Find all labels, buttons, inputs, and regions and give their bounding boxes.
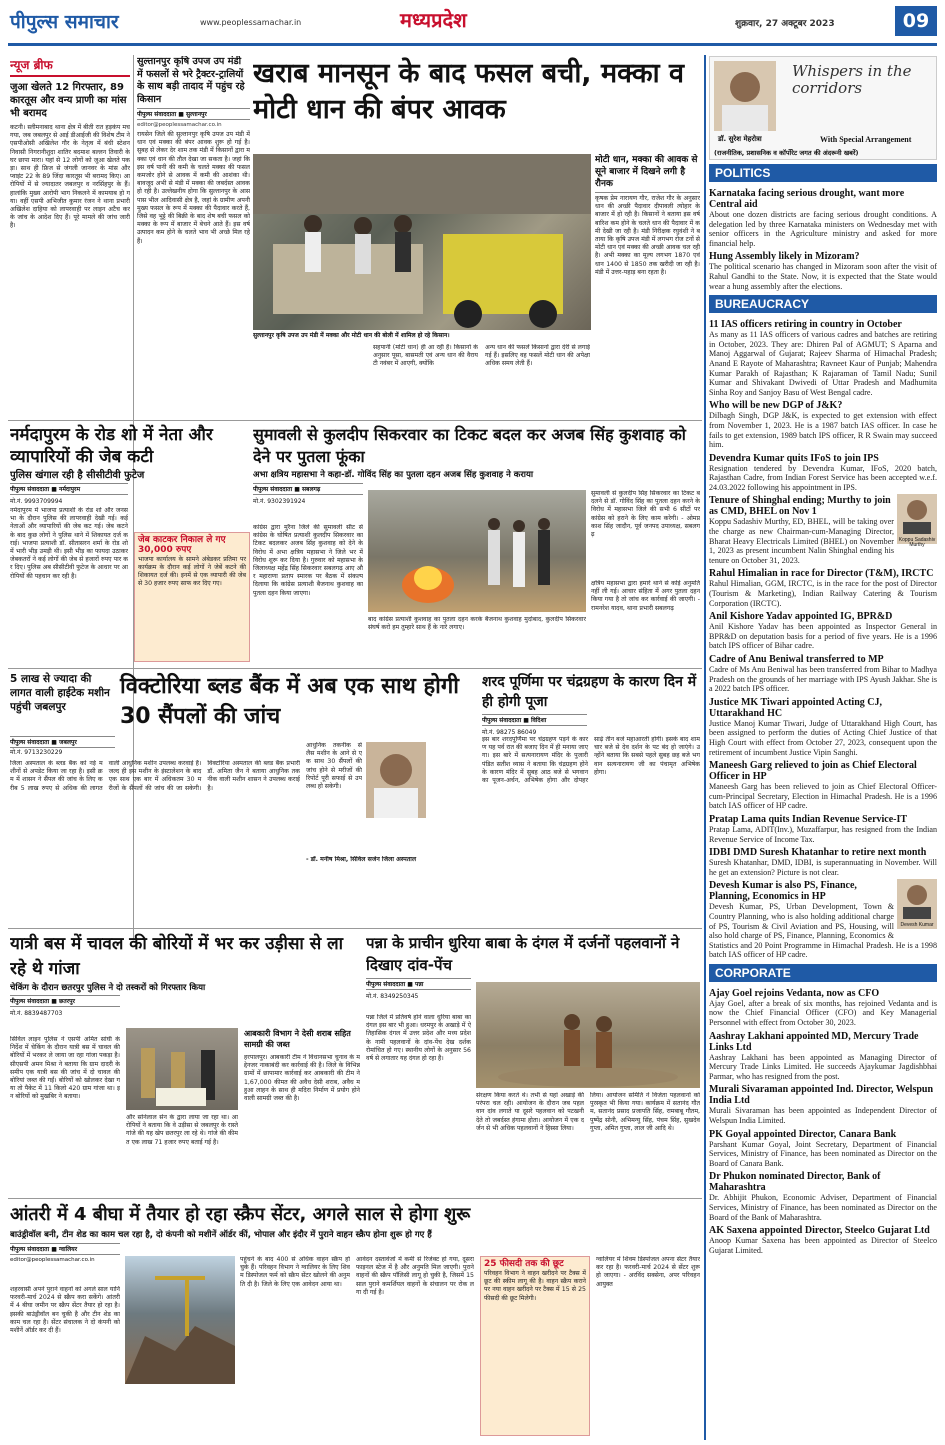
whisper-item	[709, 1168, 937, 1222]
whisper-item	[709, 1222, 937, 1255]
whisper-body: Ajay Goel, after a break of six months, has rejoined Vedanta and is now the Chief Financial Officer (CFO) and Key Managerial Personnel with effect from October 30, 2023.	[709, 998, 937, 1028]
bus-col2: और सोनेलाल सेन के द्वारा लाया जा रहा था। आरोपियों ने बताया कि वे उड़ीसा से जबलपुर के रास्ते गांजे की यह खेप छतरपुर ला रहे थे। गांजे की कीमत एक लाख 71 हजार रुपए बताई गई है।	[126, 1114, 238, 1146]
whisper-headline: Who will be new DGP of J&K?	[709, 400, 843, 412]
website[interactable]: www.peoplessamachar.in	[200, 18, 302, 27]
scrap-story	[10, 1202, 700, 1440]
panna-story	[366, 932, 700, 1232]
whisper-headline: Dr Phukon nominated Director, Bank of Maharashtra	[709, 1171, 881, 1194]
whisper-item	[709, 757, 937, 811]
bloodbank-side-headline: 5 लाख से ज्यादा की लागत वाली हाईटेक मशीन पहुंची जबलपुर	[10, 673, 110, 713]
brand-logo: पीपुल्स समाचार	[10, 11, 119, 33]
scrap-photo	[125, 1256, 235, 1384]
whisper-item	[709, 844, 937, 877]
whisper-item	[709, 651, 937, 694]
bloodbank-story	[10, 672, 478, 924]
whispers-column	[709, 56, 937, 1440]
page-number: 09	[895, 6, 937, 36]
eclipse-story	[482, 672, 700, 924]
whisper-headline: Ajay Goel rejoins Vedanta, now as CFO	[709, 987, 880, 999]
narmadapuram-box	[134, 532, 250, 662]
panna-byline: पीपुल्स संवाददाता ■ पन्ना	[366, 978, 471, 990]
whisper-item	[709, 1126, 937, 1169]
effigy-photo	[368, 490, 586, 612]
whisper-item	[709, 877, 937, 960]
scrap-col2: पहुंचने के बाद 400 से अधिक वाहन स्क्रैप हो चुके हैं। परिवहन विभाग ने ग्वालियर के लिए शिवम डिस्पोजल फर्म को स्क्रैप सेंटर खोलने की अनुमति दी है। जिले के लिए एक आवेदन आया था।	[240, 1256, 350, 1288]
whisper-item	[709, 492, 937, 565]
whisper-headline: Hung Assembly likely in Mizoram?	[709, 251, 860, 263]
doctor-portrait-icon	[366, 742, 426, 818]
officer-photo	[897, 879, 937, 929]
panna-mobile: मो.नं. 8349250345	[366, 993, 419, 1000]
whisper-headline: Devendra Kumar quits IFoS to join IPS	[709, 452, 879, 464]
section-title: मध्यप्रदेश	[400, 8, 467, 32]
doctor-photo	[366, 742, 426, 818]
police-photo	[126, 1028, 238, 1110]
whisper-body: Cadre of Ms Anu Beniwal has been transferred from Bihar to Madhya Pradesh on the grounds of her marriage with IPS Ayush Jakhar. She is a 2022 batch IPS officer.	[709, 665, 937, 694]
brief-body: कटनी। स्लीमनाबाद थाना क्षेत्र में बीती रात हड़कंप मच गया, जब जबलपुर से आई डीआईजी की विशेष टीम ने एसपीओसी अखिलेश गौर के नेतृत्व में बंधी स्टेशन निवासी निगरानीशुदा शातिर बदमाश बल्लन तिवारी के घर छापा मारा। यहां से 12 लोगों को जुआ खेलते पकड़ा। साथ ही फ्रिज से जंगली जानवर के मांस और प्वाइंट 22 के 89 जिंदा कारतूस भी बरामद किए। आरोपियों में से ज्यादातर जबलपुर व नरसिंहपुर के हैं। हालांकि मुख्य आरोपी भाग निकलने में कामयाब हो गया। वहीं एसपी अभिजीत कुमार रंजन ने थाना प्रभारी अखिलेश दाहिया को लापरवाही पर लाइन अटैच कर के जांच के आदेश दिए हैं। पूरे मामले की जांच जारी है।	[10, 124, 130, 230]
whisper-headline: IDBI DMD Suresh Khatanhar to retire next month	[709, 847, 927, 859]
police-team-illustration	[126, 1028, 238, 1110]
whisper-body: Justice Manoj Kumar Tiwari, Judge of Uttarakhand High Court, has been assigned to perform the duties of Acting Chief Justice of that High Court with effect from October 27, 2023, consequent upon the retirement of incumbent Justice Vipin Sanghi.	[709, 718, 937, 757]
whisper-headline: Rahul Himalian in race for Director (T&M), IRCTC	[709, 568, 934, 580]
sumawali-body: कांग्रेस द्वारा मुरैना जिले की सुमावली सीट से कांग्रेस के घोषित प्रत्याशी कुलदीप सिकरवार का टिकट बदलकर अजब सिंह कुशवाह को देने के विरोध में अभा क्षत्रिय महासभा ने जिले भर में विरोध शुरू कर दिया है। गुरुवार को महासभा के जिलाध्यक्ष महेंद्र सिंह सिकरवार सबलगढ़ आए और महाराणा प्रताप स्मारक पर बैठक में संकल्प दिलाया कि कांग्रेस प्रत्याशी बैजनाथ कुशवाह का पुतला दहन किया जाएगा।	[253, 524, 363, 597]
narmadapuram-story	[10, 424, 250, 664]
sumawali-story	[253, 424, 700, 664]
scrap-headline: आंतरी में 4 बीघा में तैयार हो रहा स्क्रैप सेंटर, अगले साल से होगा शुरू	[10, 1204, 471, 1225]
whisper-body: Parshant Kumar Goyal, Joint Secretary, Department of Financial Services, Ministry of Finance, has been nominated as Director on the Board of Canara Bank.	[709, 1139, 937, 1168]
sumawali-mobile: मो.नं. 9302391924	[253, 498, 306, 506]
issue-date: शुक्रवार, 27 अक्टूबर 2023	[735, 19, 835, 29]
farmers-tractor-illustration	[253, 154, 591, 330]
lead-headline: खराब मानसून के बाद फसल बची, मक्का व मोटी धान की बंपर आवक	[253, 58, 684, 125]
whisper-body: Dr. Abhijit Phukon, Economic Adviser, Department of Financial Services, Ministry of Finance, has been nominated as Director on the Board of the Bank of Maharashtra.	[709, 1193, 937, 1222]
bloodbank-mobile: मो.नं. 9713230229	[10, 749, 63, 756]
whisper-headline: AK Saxena appointed Director, Steelco Gujarat Ltd	[709, 1225, 930, 1237]
whisper-headline: Aashray Lakhani appointed MD, Mercury Trade Links Ltd	[709, 1030, 919, 1053]
panna-col2: संरक्षण किया करते थे। तभी से यहां अखाड़े की परंपरा चल रही। आयोजन के दौरान जब पहलवान दांव लगाते या दूसरे पहलवान को पटखनी देते तो जबर्दस्त हंगामा होता। आयोजन में एक दर्जन से भी अधिक पहलवानों ने हिस्सा लिया।	[476, 1092, 584, 1132]
whisper-headline: Anil Kishore Yadav appointed IG, BPR&D	[709, 611, 893, 623]
whisper-headline: Pratap Lama quits Indian Revenue Service-IT	[709, 813, 908, 825]
bloodbank-body: जिला अस्पताल के ब्लड बैंक को नई मशीनों से अपडेट किया जा रहा है। इसी क्रम में शासन ने सैंपल की जांच के लिए करीब 5 लाख रुपए से अधिक की लागत वाली आधुनिक मशीन उपलब्ध करवाई है। जल्द ही इस मशीन के इंस्टालेशन के बाद एक साथ एक बार में अधिकतम 30 मरीजों के सैंपलों की जांच की जा सकेगी। विक्टोरिया अस्पताल की ब्लड बैंक प्रभारी डॉ. अमिता जैन ने बताया आधुनिक तकनीक वाली मशीन शासन ने उपलब्ध कराई है।	[10, 760, 300, 792]
whisper-body: Anoop Kumar Saxena has been appointed as Director of Steelco Gujarat Limited.	[709, 1236, 937, 1255]
wrestling-photo	[476, 982, 700, 1088]
narmadapuram-body: नर्मदापुरम में भाजपा प्रत्याशी के रोड शो और जनसभा के दौरान पुलिस की लापरवाही देखी गई। कई नेताओं और व्यापारियों की जेब कट गई। जेब कटने के बाद कुछ लोगों ने पुलिस थाने में शिकायत दर्ज कराई। भाजपा प्रत्याशी डॉ. सीतासरन शर्मा के रोड शो में भारी भीड़ उमड़ी थी। इसी भीड़ का फायदा उठाकर जेबकतरों ने कई लोगों की जेब से हजारों रुपए पार कर दिए। पुलिस अब सीसीटीवी फुटेज के आधार पर आरोपियों की पहचान कर रही है।	[10, 507, 128, 580]
sumawali-subhead: अभा क्षत्रिय महासभा ने कहा-डॉ. गोविंद सिंह का पुतला दहन अजब सिंह कुशवाह ने कराया	[253, 470, 534, 480]
eclipse-byline: पीपुल्स संवाददाता ■ विदिशा	[482, 714, 587, 726]
whisper-headline: Tenure of Shinghal ending; Murthy to join as CMD, BHEL on Nov 1	[709, 495, 891, 518]
scrap-yard-illustration	[125, 1256, 235, 1384]
excise-body: हरपालपुर। आबकारी टीम ने विधानसभा चुनाव के मद्देनजर नाकाबंदी कर कार्रवाई की है। जिले के विभिन्न ग्रामों में छापामार कार्रवाई कर आबकारी की टीम ने 1,67,000 कीमत की अवैध देसी शराब, अवैध महुआ लाहन के साथ ही मदिरा निर्माण में प्रयोग होने वाली सामग्री जब्त की है।	[244, 1054, 360, 1103]
eclipse-headline: शरद पूर्णिमा पर चंद्रग्रहण के कारण दिन में ही होगी पूजा	[482, 674, 697, 710]
columnist-photo	[714, 61, 776, 131]
narmadapuram-headline: नर्मदापुरम के रोड शो में नेता और व्यापारियों की जेब कटी	[10, 425, 213, 467]
scrap-subhead: बाउंड्रीवॉल बनी, टीन शेड का काम चल रहा है, दो कंपनी को मशीनें ऑर्डर कीं, भोपाल और इंदौर में पुराने वाहन स्क्रैप होना शुरू हो गए हैं	[10, 1230, 432, 1240]
masthead	[0, 0, 945, 50]
bloodbank-quote: आधुनिक तकनीक से लैस मशीन के आने से एक साथ 30 सैंपलों की जांच होने से मरीजों की रिपोर्ट पूरी सफाई से उपलब्ध हो सकेगी।	[306, 742, 362, 791]
special-arrangement: With Special Arrangement	[820, 135, 912, 144]
sumawali-quote1: सुमावली से कुलदीप सिंह सिकरवार का टिकट बदलने से डॉ. गोविंद सिंह का पुतला दहन करने के विरोध में महासभा जिले की सभी 6 सीटों पर कांग्रेस को हराने के लिए काम करेगी। - ओमप्रकाश सिंह जादौन, पूर्व जनपद उपाध्यक्ष, सबलगढ़	[591, 490, 700, 539]
whispers-title: Whispers in the corridors	[792, 62, 912, 97]
whisper-item	[709, 565, 937, 608]
whisper-headline: Justice MK Tiwari appointed Acting CJ, Uttarakhand HC	[709, 696, 882, 719]
lead-col1: सहपानी (मोटी धान) ही आ रही है। किसानों के अनुसार पूसा, बासमती एवं अन्य धान की वैरायटी नवंबर में आएगी, क्योंकि	[373, 344, 478, 368]
columnist-portrait-icon	[714, 61, 776, 131]
news-brief	[10, 56, 130, 416]
section-bureaucracy: BUREAUCRACY	[709, 295, 937, 313]
whisper-item	[709, 248, 937, 291]
whisper-item	[709, 450, 937, 493]
sultanpur-email[interactable]: editor@peoplessamachar.co.in	[137, 122, 222, 128]
effigy-fire-illustration	[368, 490, 586, 612]
lead-side-body: कृषक प्रेम नारायण गौर, राजेश गौर के अनुसार धान की अच्छी पैदावार दीपावली त्योहार के बाजार में हो रही है। किसानों ने बताया इस वर्ष बारिश कम होने के चलते धान की पैदावार में कमी देखी जा रही है। मंडी निरीक्षक रघुवंशी ने बताया कि कृषि उपज मंडी में लगभग रोज टनों से मोटी धान एवं मक्का की अच्छी आवक चल रही है। अभी मक्का का मूल्य लगभग 1870 एवं धान 1400 से 1850 तक खरीदी जा रही है। मंडी में उत्तर-पहाड़ बना रहता है।	[595, 195, 700, 276]
sultanpur-byline: पीपुल्स संवाददाता ■ सुल्तानपुर	[137, 108, 250, 120]
sumawali-caption: बाद कांग्रेस प्रत्याशी कुशवाह का पुतला दहन करके बैजनाथ कुशवाह मुर्दाबाद, कुलदीप सिकरवार संघर्ष करो हम तुम्हारे साथ हैं के नारे लगाए।	[368, 616, 586, 632]
sultanpur-body: रायसेन जिले की सुल्तानपुर कृषि उपज उप मंडी में धान एवं मक्का की बंपर आवक शुरू हो गई है। सुबह से लेकर देर शाम तक मंडी में किसानों द्वारा मक्का एवं धान की तौल देखा जा सकता है। जहां कि इस वर्ष पानी की कमी के चलते मक्का की फसल कमजोर होने से आवक में कमी की आशंका थी। बावजूद अभी से मंडी में मक्का की जबर्दस्त आवक हो रही है। उल्लेखनीय होगा कि सुल्तानपुर के आसपास भील आदिवासी क्षेत्र है, जहां के ग्रामीण अपनी मुख्य फसल के रूप में मक्का की पैदावार करते हैं, जिसे वह भुट्टे की बिक्री के बाद शेष बची फसल को मक्का के रूप में बाजार में बेचने आते हैं। इस वर्ष उत्पादन कम होने के चलते भाव भी अच्छे मिल रहे हैं।	[137, 131, 250, 245]
wrestlers-illustration	[476, 982, 700, 1088]
lead-side-headline: मोटी धान, मक्का की आवक से सूने बाजार में दिखने लगी है रौनक	[595, 154, 700, 193]
whisper-item	[709, 811, 937, 844]
officer-portrait-icon	[897, 494, 937, 534]
lead-photo	[253, 154, 591, 330]
whisper-body: Resignation tendered by Devendra Kumar, IFoS, 2020 batch, Rajasthan Cadre, from Indian Forest Service has been accepted w.e.f. 24.03.2022 following his appointment in IPS.	[709, 463, 937, 492]
bloodbank-quote-by: - डॉ. मनीष मिश्रा, सिविल सर्जन जिला अस्पताल	[306, 856, 417, 863]
whisper-headline: PK Goyal appointed Director, Canara Bank	[709, 1128, 897, 1140]
whisper-headline: Devesh Kumar is also PS, Finance, Planning, Economics in HP	[709, 880, 857, 903]
brief-headline: जुआ खेलते 12 गिरफ्तार, 89 कारतूस और वन्य प्राणी का मांस भी बरामद	[10, 82, 127, 119]
scrap-byline: पीपुल्स संवाददाता ■ ग्वालियर	[10, 1243, 120, 1255]
whisper-item	[709, 185, 937, 248]
bloodbank-byline: पीपुल्स संवाददाता ■ जबलपुर	[10, 736, 115, 748]
officer-photo-caption: Devesh Kumar	[900, 922, 934, 929]
whisper-item	[709, 316, 937, 397]
sumawali-byline: पीपुल्स संवाददाता ■ सबलगढ़	[253, 483, 363, 495]
whisper-body: Dilbagh Singh, DGP J&K, is expected to get extension with effect from November 1, 2023. He is a 1987 batch IAS officer. In case he fails to get extension, 1989 batch IPS officer, R R Swain may succeed him.	[709, 411, 937, 450]
bus-story	[10, 932, 360, 1232]
whisper-body: Anil Kishore Yadav has been appointed as Inspector General in BPR&D on deputation basis for a period of five years. He is a 1996 batch IPS officer of Bihar cadre.	[709, 622, 937, 651]
narmadapuram-mobile: मो.नं. 9993709994	[10, 498, 63, 505]
whisper-body: Aashray Lakhani has been appointed as Managing Director of Mercury Trade Links Limited. He succeeds Ajaykumar Jagdishbhai Parmar, who has resigned from the post.	[709, 1052, 937, 1081]
whisper-headline: Murali Sivaraman appointed Ind. Director, Welspun India Ltd	[709, 1084, 934, 1107]
bus-subhead: चेकिंग के दौरान छतरपुर पुलिस ने दो तस्करों को गिरफ्तार किया	[10, 983, 206, 993]
narmadapuram-byline: पीपुल्स संवाददाता ■ नर्मदापुरम	[10, 483, 128, 495]
lead-sidebar	[595, 154, 700, 340]
narmadapuram-box-body: भाजपा कार्यालय के सामने अंबेडकर प्रतिमा पर कार्यक्रम के दौरान कई लोगों ने जेबें कटने की शिकायत दर्ज की। इनमें से एक व्यापारी की जेब से 30 हजार रुपए साफ कर दिए गए।	[138, 555, 246, 588]
whispers-header	[709, 56, 937, 160]
whisper-body: As many as 11 IAS officers of various cadres and batches are retiring in October, 2023. They are: Dhiren Pal of AGMUT; S Aparna and Manoj Aggarwal of Gujarat; Rajeev Sharma of Himachal Pradesh; Anand E Rayote of Maharashtra; Ravneet Kaur of Punjab; Mahendra Kumar Parakh of Rajasthan; K Rajaraman of Tamil Nadu; Sunil Kumar and Shivakant Dwivedi of Uttar Pradesh and Madhumita Sinha Roy and Sanjoy Basu of West Bengal cadre.	[709, 330, 937, 397]
section-corporate: CORPORATE	[709, 964, 937, 982]
whisper-headline: Maneesh Garg relieved to join as Chief Electoral Officer in HP	[709, 760, 917, 783]
bus-body: सिविल लाइन पुलिस ने एसपी अमित सांघी के निर्देश में चेकिंग के दौरान यात्री बस में चावल की बोरियों में भरकर ले जाया जा रहा गांजा पकड़ा है। सीएसपी अमन मिश्रा ने बताया कि ग्राम दादरी के समीप एक यात्री बस की जांच में दो चावल की बोरियां जब्त की गईं। बोरियों को खोलकर देखा गया तो पैकेट में 11 किलो 420 ग्राम गांजा था। इन बोरियों को मुखबिर ने बताया।	[10, 1036, 120, 1101]
sultanpur-story	[137, 56, 250, 416]
whisper-headline: Karnataka facing serious drought, want more Central aid	[709, 188, 905, 210]
scrap-quote: ग्वालियर में शिवम डिस्पोजल अपना सेंटर तैयार कर रहा है। फरवरी-मार्च 2024 से सेंटर शुरू हो जाएगा। - अरविंद सक्सेना, अपर परिवहन आयुक्त	[596, 1256, 700, 1288]
whisper-item	[709, 397, 937, 449]
whisper-headline: Cadre of Anu Beniwal transferred to MP	[709, 654, 884, 665]
bloodbank-headline: विक्टोरिया ब्लड बैंक में अब एक साथ होगी 30 सैंपलों की जांच	[120, 674, 459, 729]
brief-label: न्यूज ब्रीफ	[10, 56, 130, 77]
scrap-box-body: परिवहन विभाग ने वाहन खरीदने पर टैक्स में छूट की स्कीम लागू की है। वाहन स्क्रैप कराने पर नया वाहन खरीदने पर टैक्स में 15 से 25 फीसदी की छूट मिलेगी।	[484, 1269, 586, 1302]
scrap-body: शहरवासी अपने पुराने वाहनों को अगले साल यानि फरवरी-मार्च 2024 से स्क्रैप करा सकेंगे। आंतरी में 4 बीघा जमीन पर स्क्रैप सेंटर तैयार हो रहा है। इसकी बाउंड्रीवॉल बन चुकी है और टीन शेड का काम चल रहा है। सेंटर संचालक ने दो कंपनी को मशीनें ऑर्डर कर दी हैं।	[10, 1286, 120, 1335]
whisper-body: About one dozen districts are facing serious drought conditions. A delegation led by three Karnataka ministers on Wednesday met with senior officers in the Agriculture ministry and asked for more financial help.	[709, 210, 937, 248]
lead-col2: अन्य धान की फसलें किसानों द्वारा देरी से लगाई गई हैं। इसलिए वह फसलें मोटी धान की अपेक्षा अधिक समय लेती हैं।	[485, 344, 590, 368]
whisper-body: The political scenario has changed in Mizoram soon after the visit of Rahul Gandhi to the State. Now, it is expected that the State would wear a hung assembly after the elections.	[709, 262, 937, 291]
whisper-item	[709, 985, 937, 1028]
whisper-body: Rahul Himalian, GGM, IRCTC, is in the race for the post of Director (Tourism & Marketing), Indian Railway Catering & Tourism Corporation (IRCTC).	[709, 579, 937, 608]
whisper-headline: 11 IAS officers retiring in country in October	[709, 319, 902, 331]
columnist-name: डॉ. सुरेश मेहरोत्रा	[718, 135, 762, 143]
sultanpur-headline: सुल्तानपुर कृषि उपज उप मंडी में फसलों से भरे ट्रैक्टर-ट्रालियों के साथ बड़ी तादाद में पहुंच रहे किसान	[137, 56, 245, 105]
officer-photo	[897, 494, 937, 549]
bus-mobile: मो.नं. 8839487703	[10, 1010, 63, 1018]
excise-headline: आबकारी विभाग ने देसी शराब सहित सामग्री की जब्त	[244, 1029, 351, 1049]
eclipse-mobile: मो.नं. 98275 86049	[482, 729, 537, 736]
whisper-item	[709, 1081, 937, 1125]
narmadapuram-subhead: पुलिस खंगाल रही है सीसीटीवी फुटेज	[10, 470, 145, 481]
bus-headline: यात्री बस में चावल की बोरियों में भर कर उड़ीसा से ला रहे थे गांजा	[10, 934, 344, 979]
section-politics: POLITICS	[709, 164, 937, 182]
scrap-box-title: 25 फीसदी तक की छूट	[484, 1259, 564, 1269]
whisper-item	[709, 1028, 937, 1082]
whisper-body: Koppu Sadashiv Murthy, ED, BHEL, will be taking over the charge as new Chairman-cum-Managing Director, Bharat Heavy Electricals Limited (BHEL) on November 1, 2023 as present incumbent Nalin Shinghal ending his tenure on October 31, 2023.	[709, 517, 894, 565]
whisper-body: Pratap Lama, ADIT(Inv.), Muzaffarpur, has resigned from the Indian Revenue Service of Income Tax.	[709, 824, 937, 844]
lead-story	[253, 56, 700, 416]
narmadapuram-box-title: जेब काटकर निकाल ले गए 30,000 रुपए	[138, 535, 226, 555]
panna-body: पन्ना जिले में प्रतिवर्ष होने वाला धुरिया बाबा का दंगल इस बार भी हुआ। धरमपुर के अखाड़े में ऐतिहासिक दंगल में उत्तर प्रदेश और मध्य प्रदेश के नामी पहलवानों के दांव-पेंच देख दर्शक रोमांचित हो गए। स्थानीय लोगों के अनुसार 56 वर्ष से लगातार यह दंगल हो रहा है।	[366, 1014, 471, 1063]
whisper-body: Devesh Kumar, PS, Urban Development, Town & Country Planning, who is also holding additional charge of PS, Tourism & Civil Aviation and PS, Housing, will also hold charge of PS, Finance, Planning, Economics & Statistics and 20 Point Programme in Himachal Pradesh. He is a 1998 batch IAS officer of HP cadre.	[709, 902, 937, 960]
whispers-tagline: (राजनीतिक, प्रशासनिक व कॉर्पोरेट जगत की अंदरूनी खबरें)	[714, 149, 859, 157]
scrap-email[interactable]: editor@peoplessamachar.co.in	[10, 1257, 95, 1264]
panna-col3: लिया। आयोजन समिति ने विजेता पहलवानों को पुरस्कृत भी किया गया। कार्यक्रम में सतानंद गौतम, सतानंद प्रसाद प्रजापति सिंह, रामबाबू गौतम, पुष्पेंद्र सोनी, अभिमन्यु सिंह, पंचम सिंह, सुखदेव गुप्ता, अमित गुप्ता, लाल जी आदि थे।	[590, 1092, 700, 1132]
whisper-item	[709, 608, 937, 651]
eclipse-body: इस बार शरदपूर्णिमा पर चंद्रग्रहण पड़ने के कारण यह पर्व रात की बजाए दिन में ही मनाया जाएगा। इस बारे में सत्यनारायण मंदिर के पुजारी पंडित सतीश व्यास ने बताया कि चंद्रग्रहण होने के कारण मंदिर में सुबह आठ बजे से भगवान का पूजन-अर्चन, अभिषेक होगा और दोपहर साढ़े तीन बजे महाआरती होगी। इसके बाद शाम चार बजे से देव दर्शन के पट बंद हो जाएंगे। उन्होंने बताया कि सबसे पहले सुबह छह बजे भगवान सत्यनारायण जी का पंचामृत अभिषेक होगा।	[482, 736, 700, 785]
panna-headline: पन्ना के प्राचीन धुरिया बाबा के दंगल में दर्जनों पहलवानों ने दिखाए दांव-पेंच	[366, 934, 680, 974]
sumawali-quote2: क्षत्रिय महासभा द्वारा हमारे थाने से कोई अनुमति नहीं ली गई। आचार संहिता में अगर पुतला दहन किया गया है तो जांच कर कार्रवाई की जाएगी। - रामनरेश यादव, थाना प्रभारी सबलगढ़	[591, 580, 700, 612]
lead-photo-caption: सुल्तानपुर कृषि उपज उप मंडी में मक्का और मोटी धान की बोली में शामिल हो रहे किसान।	[253, 331, 591, 340]
scrap-box	[480, 1256, 590, 1436]
whispers-sections	[709, 164, 937, 1255]
bus-byline: पीपुल्स संवाददाता ■ छतरपुर	[10, 995, 120, 1007]
scrap-col3: आवेदन दस्तावेजों में कमी से रिजेक्ट हो गया, दूसरा फाइनल स्टेज में है और अनुमति मिल जाएगी। पुराने वाहनों की स्क्रैप पॉलिसी लागू हो चुकी है, जिसमें 15 साल पुराने कमर्शियल वाहनों के संचालन पर रोक लगा दी गई है।	[356, 1256, 474, 1296]
whisper-body: Maneesh Garg has been relieved to join as Chief Electoral Officer-cum-Principal Secretary, Election in Himachal Pradesh. He is a 1996 batch IAS officer of HP cadre.	[709, 782, 937, 811]
officer-portrait-icon	[897, 879, 937, 919]
whisper-body: Murali Sivaraman has been appointed as Independent Director of Welspun India Limited.	[709, 1106, 937, 1126]
whisper-body: Suresh Khatanhar, DMD, IDBI, is superannuating in November. Will he get an extension? Picture is not clear.	[709, 858, 937, 877]
sumawali-headline: सुमावली से कुलदीप सिकरवार का टिकट बदल कर अजब सिंह कुशवाह को देने पर पुतला फूंका	[253, 425, 686, 466]
whisper-item	[709, 694, 937, 757]
officer-photo-caption: Koppu Sadashiv Murthy	[898, 537, 936, 549]
